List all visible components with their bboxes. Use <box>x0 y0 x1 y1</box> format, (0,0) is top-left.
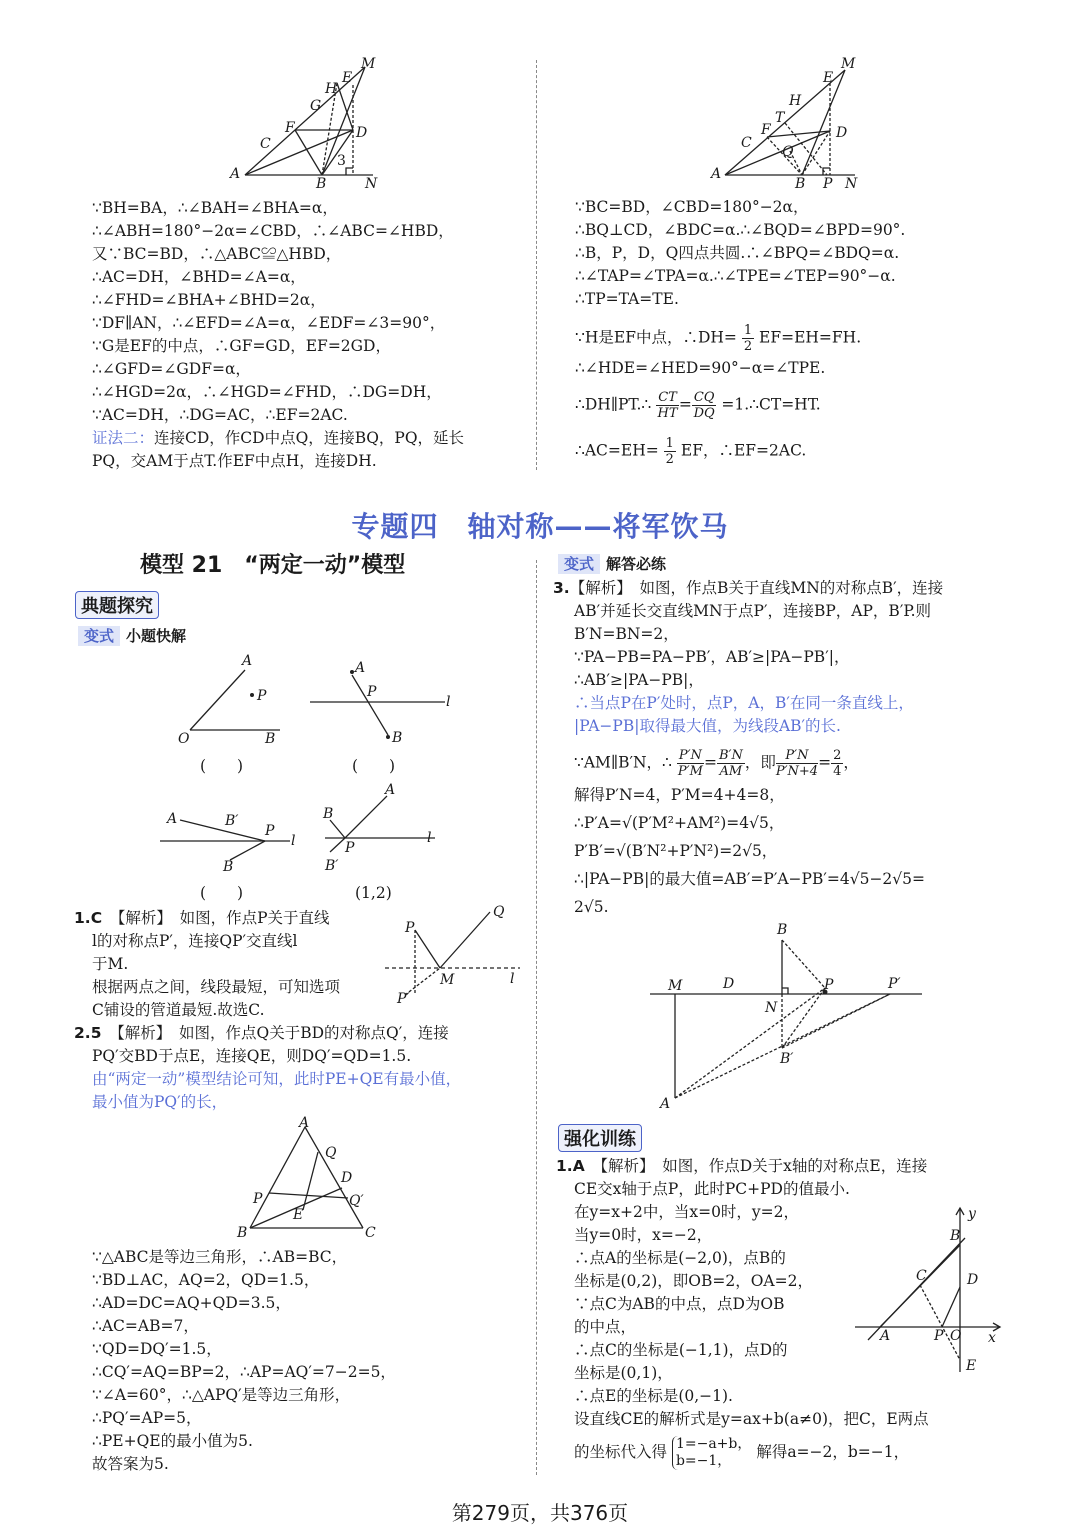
column-separator <box>536 560 537 1475</box>
proof-line: ∵DF∥AN，∴∠EFD=∠A=α，∠EDF=∠3=90°， <box>92 314 446 332</box>
tag-left: 变式 小题快解 <box>78 625 186 646</box>
proof-line: ∴AC=DH，∠BHD=∠A=α， <box>92 268 306 286</box>
svg-text:B: B <box>392 730 403 746</box>
s1-line: ∴点E的坐标是(0,−1). <box>574 1387 733 1405</box>
s1-line: ∴点A的坐标是(−2,0)，点B的 <box>574 1249 786 1267</box>
section-title: 专题四 轴对称——将军饮马 <box>351 510 729 543</box>
label-E: E <box>823 70 834 86</box>
proof-line: ∵BH=BA，∴∠BAH=∠BHA=α， <box>92 199 338 217</box>
q2-line: ∴CQ′=AQ=BP=2，∴AP=AQ′=7−2=5， <box>92 1363 396 1381</box>
s1-line: 当y=0时，x=−2， <box>574 1226 713 1244</box>
box-qianghua: 强化训练 <box>558 1124 642 1152</box>
svg-text:l: l <box>446 694 451 710</box>
q2-line: ∴PE+QE的最小值为5. <box>92 1432 253 1450</box>
label-M: M <box>841 56 856 72</box>
label-C: C <box>741 135 752 151</box>
s1-line: 设直线CE的解析式是y=ax+b(a≠0)，把C，E两点 <box>574 1410 929 1428</box>
svg-text:A: A <box>660 1096 671 1112</box>
svg-text:B: B <box>223 859 234 875</box>
proof-line: ∴AC=EH= $\frac{1}{2}$ EF，∴EF=2AC. <box>575 436 807 467</box>
label-T: T <box>775 110 785 126</box>
label-Q: Q <box>782 144 794 160</box>
svg-text:Q′: Q′ <box>349 1193 364 1209</box>
svg-text:P: P <box>824 977 834 993</box>
tag-right: 变式 解答必练 <box>558 553 666 574</box>
q3-line: ∵PA−PB=PA−PB′，AB′≥|PA−PB′|， <box>574 648 850 666</box>
proof-line: ∵G是EF的中点，∴GF=GD，EF=2GD， <box>92 337 391 355</box>
proof-line: ∴∠HDE=∠HED=90°−α=∠TPE. <box>575 359 826 377</box>
proof-line: ∵AC=DH，∴DG=AC，∴EF=2AC. <box>92 406 348 424</box>
small-figure-2 <box>300 650 470 750</box>
svg-text:A: A <box>242 653 253 669</box>
q1-line: 根据两点之间，线段最短，可知选项 <box>92 978 341 996</box>
q3-highlight: ∴当点P在P′处时，点P，A，B′在同一条直线上， <box>574 694 914 712</box>
answer-paren: (1,2) <box>355 884 392 902</box>
q2-line: PQ′交BD于点E，连接QE，则DQ′=QD=1.5. <box>92 1047 412 1065</box>
proof-line: ∴BQ⊥CD，∠BDC=α.∴∠BQD=∠BPD=90°. <box>575 221 906 239</box>
proof2-line: 证法二：连接CD，作CD中点Q，连接BQ，PQ，延长 <box>92 429 465 447</box>
svg-text:E: E <box>293 1207 304 1223</box>
label-P: P <box>823 176 833 192</box>
q1-figure <box>385 900 530 1010</box>
svg-text:A: A <box>880 1328 891 1344</box>
q3-line: 2√5. <box>574 898 609 916</box>
svg-text:D: D <box>967 1272 979 1288</box>
label-H: H <box>325 81 338 97</box>
proof-line: ∴∠FHD=∠BHA+∠BHD=2α， <box>92 291 326 309</box>
answer-paren: ( ) <box>200 884 244 902</box>
s1-figure <box>850 1200 1005 1380</box>
s1-line: ∴点C的坐标是(−1,1)，点D的 <box>574 1341 788 1359</box>
svg-text:P: P <box>367 684 377 700</box>
q2-line: ∵QD=DQ′=1.5， <box>92 1340 222 1358</box>
label-M: M <box>361 56 376 72</box>
s1-line: 的中点， <box>574 1318 637 1336</box>
svg-text:P: P <box>345 840 355 856</box>
svg-text:P′: P′ <box>397 991 410 1007</box>
svg-text:M: M <box>440 972 455 988</box>
svg-text:B′: B′ <box>780 1051 794 1067</box>
q2-line: ∴PQ′=AP=5， <box>92 1409 202 1427</box>
proof-line: ∵H是EF中点，∴DH= $\frac{1}{2}$ EF=EH=FH. <box>575 323 862 354</box>
proof-line: ∴∠GFD=∠GDF=α， <box>92 360 251 378</box>
label-F: F <box>285 120 295 136</box>
top-right-figure <box>705 55 875 195</box>
label-E: E <box>342 70 353 86</box>
svg-text:M: M <box>668 978 683 994</box>
s1-line: ∵点C为AB的中点，点D为OB <box>574 1295 785 1313</box>
q3-highlight: |PA−PB|取得最大值，为线段AB′的长. <box>574 717 841 735</box>
answer-paren: ( ) <box>352 757 396 775</box>
model-title: 模型 21 “两定一动”模型 <box>140 553 406 578</box>
proof-line: ∴∠TAP=∠TPA=α.∴∠TPE=∠TEP=90°−α. <box>575 267 896 285</box>
q1-line: 于M. <box>92 955 129 973</box>
label-G: G <box>310 98 322 114</box>
label-3: 3 <box>337 153 346 169</box>
svg-text:B: B <box>237 1225 248 1241</box>
svg-text:Q: Q <box>493 904 505 920</box>
s1-line: 1.A 【解析】 如图，作点D关于x轴的对称点E，连接 <box>556 1157 928 1175</box>
q1-line: 1.C 【解析】 如图，作点P关于直线 <box>74 909 330 927</box>
proof2-label: 证法二： <box>92 429 155 447</box>
svg-text:B: B <box>777 922 788 938</box>
q2-line: ∴AC=AB=7， <box>92 1317 199 1335</box>
svg-text:P: P <box>934 1328 944 1344</box>
q3-figure <box>650 918 930 1113</box>
label-A: A <box>230 166 241 182</box>
s1-line: 在y=x+2中，当x=0时，y=2， <box>574 1203 800 1221</box>
proof-line: PQ，交AM于点T.作EF中点H，连接DH. <box>92 452 377 470</box>
label-C: C <box>260 136 271 152</box>
label-B: B <box>795 176 806 192</box>
proof-line: ∴DH∥PT.∴ $\frac{CT}{HT}$ = $\frac{CQ}{DQ}$ =1.∴CT=HT. <box>575 390 821 421</box>
q1-line: C铺设的管道最短.故选C. <box>92 1001 265 1019</box>
label-H: H <box>789 93 802 109</box>
label-F: F <box>761 122 771 138</box>
label-N: N <box>845 176 858 192</box>
svg-text:B: B <box>950 1228 961 1244</box>
small-figure-3 <box>155 805 305 880</box>
proof-line: ∴B，P，D，Q四点共圆.∴∠BPQ=∠BDQ=α. <box>575 244 900 262</box>
label-D: D <box>836 125 848 141</box>
q3-line: ∴AB′≥|PA−PB|， <box>574 671 704 689</box>
svg-text:A: A <box>385 782 396 798</box>
small-figure-1 <box>170 650 290 750</box>
svg-text:y: y <box>968 1206 976 1222</box>
q3-line: ∴|PA−PB|的最大值=AB′=P′A−PB′=4√5−2√5= <box>574 870 926 888</box>
q2-line: 2.5 【解析】 如图，作点Q关于BD的对称点Q′，连接 <box>74 1024 449 1042</box>
svg-text:l: l <box>510 971 515 987</box>
proof-line: ∴TP=TA=TE. <box>575 290 679 308</box>
q3-line: AB′并延长交直线MN于点P′，连接BP，AP，B′P.则 <box>574 602 932 620</box>
svg-text:P′: P′ <box>888 976 901 992</box>
svg-text:A: A <box>167 811 178 827</box>
s1-last-line: 的坐标代入得 1=−a+b， b=−1， 解得a=−2，b=−1， <box>574 1436 910 1469</box>
svg-text:O: O <box>178 731 190 747</box>
proof-line: ∴∠ABH=180°−2α=∠CBD，∴∠ABC=∠HBD， <box>92 222 454 240</box>
svg-text:l: l <box>291 833 296 849</box>
s1-line: 坐标是(0,2)，即OB=2，OA=2， <box>574 1272 813 1290</box>
q2-line: ∴AD=DC=AQ+QD=3.5， <box>92 1294 291 1312</box>
box-dianxing: 典题探究 <box>75 591 159 619</box>
svg-text:P: P <box>257 688 267 704</box>
small-figure-4 <box>315 780 455 880</box>
q3-line: 3.【解析】 如图，作点B关于直线MN的对称点B′，连接 <box>553 579 944 597</box>
top-left-figure <box>225 55 385 195</box>
s1-line: 坐标是(0,1)， <box>574 1364 673 1382</box>
svg-text:E: E <box>966 1358 977 1374</box>
label-A: A <box>711 166 722 182</box>
label-D: D <box>356 125 368 141</box>
proof-line: ∵BC=BD，∠CBD=180°−2α， <box>575 198 809 216</box>
proof-line: ∴∠HGD=2α，∴∠HGD=∠FHD，∴DG=DH， <box>92 383 442 401</box>
q2-figure <box>235 1115 385 1245</box>
q1-line: l的对称点P′，连接QP′交直线l <box>92 932 298 950</box>
svg-text:O: O <box>950 1328 962 1344</box>
q2-line: ∵∠A=60°，∴△APQ′是等边三角形， <box>92 1386 351 1404</box>
svg-text:A: A <box>355 660 366 676</box>
svg-text:B: B <box>265 731 276 747</box>
column-separator <box>536 60 537 470</box>
svg-text:B′: B′ <box>325 858 339 874</box>
label-N: N <box>365 176 378 192</box>
q3-frac-line: ∵AM∥B′N，∴ $\frac{P'N}{P'M}$ = $\frac{B'N}{AM}$ ，即 $\frac{P'N}{P'N+4}$ = $\frac{2}{4}$ ， <box>574 748 859 779</box>
svg-text:D: D <box>723 976 735 992</box>
svg-text:P: P <box>253 1191 263 1207</box>
q2-line: ∵△ABC是等边三角形，∴AB=BC， <box>92 1248 348 1266</box>
svg-text:x: x <box>988 1330 996 1346</box>
answer-paren: ( ) <box>200 757 244 775</box>
svg-text:Q: Q <box>325 1145 337 1161</box>
svg-text:B′: B′ <box>225 813 239 829</box>
q2-line: 故答案为5. <box>92 1455 169 1473</box>
svg-text:l: l <box>427 830 432 846</box>
q3-line: B′N=BN=2， <box>574 625 679 643</box>
svg-text:C: C <box>365 1225 376 1241</box>
q2-highlight: 最小值为PQ′的长， <box>92 1093 228 1111</box>
svg-text:A: A <box>299 1115 310 1131</box>
q2-highlight: 由“两定一动”模型结论可知，此时PE+QE有最小值， <box>92 1070 462 1088</box>
svg-text:N: N <box>765 1000 778 1016</box>
q2-line: ∵BD⊥AC，AQ=2，QD=1.5， <box>92 1271 320 1289</box>
page-footer: 第279页，共376页 <box>451 1501 629 1525</box>
q3-line: P′B′=√(B′N²+P′N²)=2√5， <box>574 842 778 860</box>
svg-text:P: P <box>265 823 275 839</box>
svg-text:B: B <box>323 806 334 822</box>
q3-line: ∴P′A=√(P′M²+AM²)=4√5， <box>574 814 785 832</box>
q3-line: 解得P′N=4，P′M=4+4=8， <box>574 786 785 804</box>
svg-text:P: P <box>405 920 415 936</box>
svg-text:C: C <box>916 1268 927 1284</box>
label-B: B <box>316 176 327 192</box>
s1-line: CE交x轴于点P，此时PC+PD的值最小. <box>574 1180 850 1198</box>
proof-line: 又∵BC=BD，∴△ABC≌△HBD， <box>92 245 342 263</box>
svg-text:D: D <box>341 1170 353 1186</box>
